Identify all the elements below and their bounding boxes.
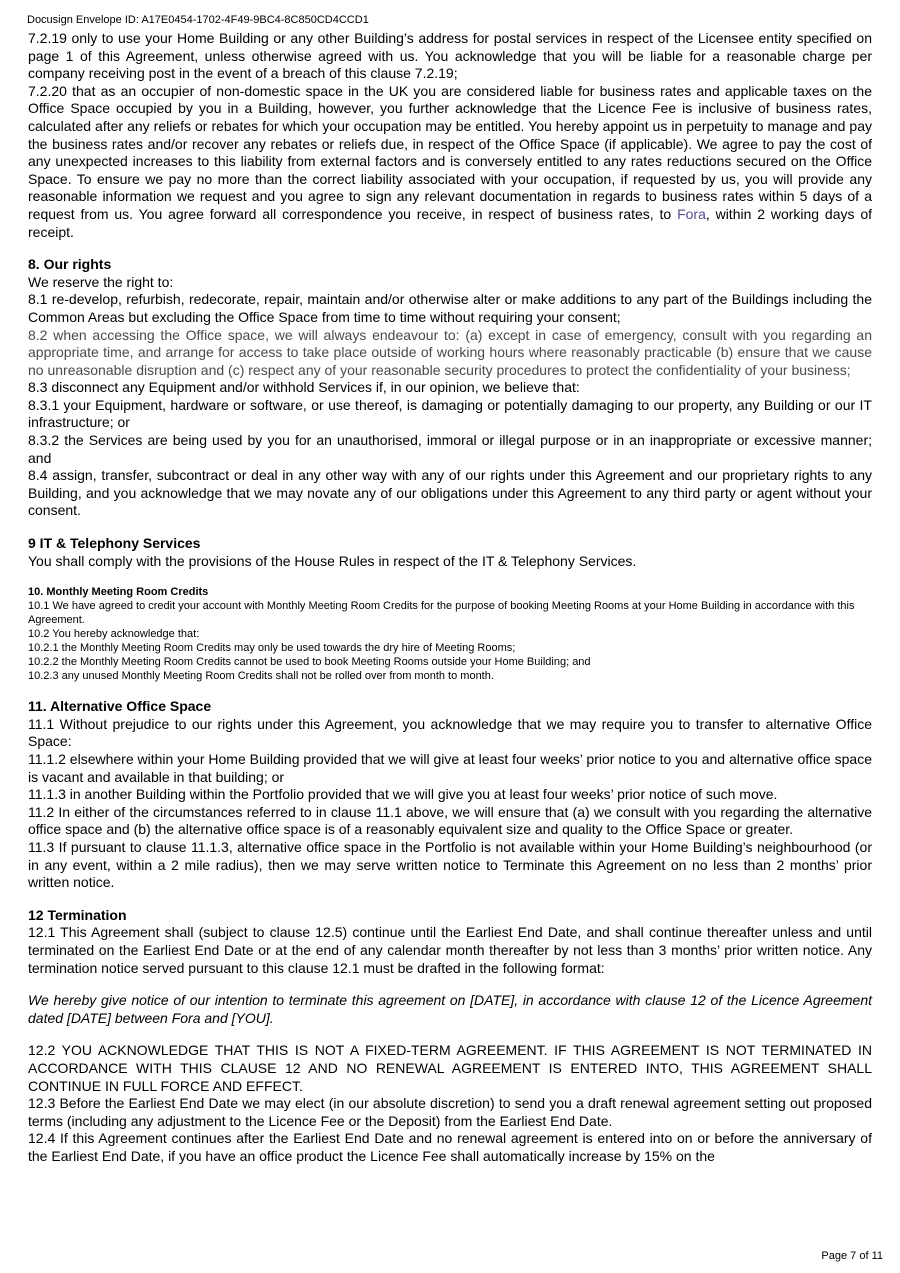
- page-number: Page 7 of 11: [821, 1250, 883, 1262]
- clause-7-2-19: 7.2.19 only to use your Home Building or any other Building’s address for postal services in respect of the Licensee entity specified on page 1 of this Agreement, unless otherwise agreed with us. You acknowledge that you will be liable for a reasonable charge per company receiving post in the event of a breach of this clause 7.2.19;: [28, 30, 872, 82]
- section-11-heading: 11. Alternative Office Space: [28, 698, 212, 715]
- fora-name: Fora: [677, 205, 706, 222]
- clause-11-3: 11.3 If pursuant to clause 11.1.3, alternative office space in the Portfolio is not available within your Home Building’s neighbourhood (or in any event, within a 2 mile radius), then we may serve written notice to Terminate this Agreement on no less than 2 months’ prior written notice.: [28, 838, 872, 891]
- clause-7-2-20-text: 7.2.20 that as an occupier of non-domestic space in the UK you are considered liable for business rates and applicable taxes on the Office Space occupied by you in a Building, however, you further acknowledge that the Licence Fee is inclusive of business rates, calculated after any reliefs or rebates for which your occupation may be entitled. You hereby appoint us in perpetuity to manage and pay the business rates and/or recover any rebates or reliefs due, in respect of the Office Space (if applicable). We agree to pay the cost of any unexpected increases to this liability from external factors and is conversely entitled to any rates reductions secured on the Office Space. To ensure we pay no more than the correct liability associated with your occupation, if requested by us, you will provide any reasonable information we request and you agree to sign any relevant documentation in regards to business rates within 5 days of a request from us. You agree forward all correspondence you receive, in respect of business rates, to: [28, 82, 872, 222]
- clause-11-1-2: 11.1.2 elsewhere within your Home Building provided that we will give at least four weeks’ prior notice to you and alternative office space is vacant and available in that building; or: [28, 751, 872, 785]
- clause-12-3: 12.3 Before the Earliest End Date we may elect (in our absolute discretion) to send you a draft renewal agreement setting out proposed terms (including any adjustment to the Licence Fee or the Deposit) from the Earliest End Date.: [28, 1095, 872, 1129]
- section-8-heading: 8. Our rights: [28, 256, 112, 273]
- section-12-heading: 12 Termination: [28, 906, 127, 923]
- clause-7-2-20-end: , within 2 working days of receipt.: [28, 205, 873, 240]
- section-8-intro: We reserve the right to:: [28, 273, 174, 290]
- clause-10-2: 10.2 You hereby acknowledge that:: [28, 628, 200, 641]
- clause-7-2-20: [28, 83, 872, 241]
- clause-10-1: 10.1 We have agreed to credit your account with Monthly Meeting Room Credits for the purpose of booking Meeting Rooms at your Home Building in accordance with this Agreement.: [28, 600, 855, 627]
- clause-12-4: 12.4 If this Agreement continues after the Earliest End Date and no renewal agreement is entered into on or before the anniversary of the Earliest End Date, if you have an office product the Licence Fee shall automatically increase by 15% on the: [28, 1130, 872, 1164]
- clause-8-1: 8.1 re-develop, refurbish, redecorate, repair, maintain and/or otherwise alter or make additions to any part of the Buildings including the Common Areas but excluding the Office Space from time to time without requiring your consent;: [28, 291, 872, 325]
- clause-10-2-2: 10.2.2 the Monthly Meeting Room Credits cannot be used to book Meeting Rooms outside your Home Building; and: [28, 656, 591, 669]
- section-9-heading: 9 IT & Telephony Services: [28, 535, 201, 552]
- termination-notice-format: We hereby give notice of our intention to terminate this agreement on [DATE], in accordance with clause 12 of the Licence Agreement dated [DATE] between Fora and [YOU].: [28, 992, 872, 1026]
- clause-12-1: 12.1 This Agreement shall (subject to clause 12.5) continue until the Earliest End Date, and shall continue thereafter unless and until terminated on the Earliest End Date or at the end of any calendar month thereafter by not less than 3 months’ prior written notice. Any termination notice served pursuant to this clause 12.1 must be drafted in the following format:: [28, 924, 872, 976]
- clause-11-1-3: 11.1.3 in another Building within the Portfolio provided that we will give you at least four weeks’ prior notice of such move.: [28, 786, 778, 803]
- clause-12-2: 12.2 YOU ACKNOWLEDGE THAT THIS IS NOT A FIXED-TERM AGREEMENT. IF THIS AGREEMENT IS NOT TERMINATED IN ACCORDANCE WITH THIS CLAUSE 12 AND NO RENEWAL AGREEMENT IS ENTERED INTO, THIS AGREEMENT SHALL CONTINUE IN FULL FORCE AND EFFECT.: [28, 1042, 872, 1094]
- clause-8-4: 8.4 assign, transfer, subcontract or deal in any other way with any of our rights under this Agreement and our proprietary rights to any Building, and you acknowledge that we may novate any of our obligations under this Agreement to any third party or agent without your consent.: [28, 467, 872, 519]
- clause-8-3-1: 8.3.1 your Equipment, hardware or software, or use thereof, is damaging or potentially damaging to our property, any Building or our IT infrastructure; or: [28, 396, 872, 431]
- section-10-heading: 10. Monthly Meeting Room Credits: [28, 586, 209, 599]
- envelope-id: Docusign Envelope ID: A17E0454-1702-4F49-9BC4-8C850CD4CCD1: [27, 14, 369, 26]
- clause-11-1: 11.1 Without prejudice to our rights under this Agreement, you acknowledge that we may require you to transfer to alternative Office Space:: [28, 715, 872, 750]
- clause-10-2-1: 10.2.1 the Monthly Meeting Room Credits may only be used towards the dry hire of Meeting Rooms;: [28, 642, 516, 655]
- clause-11-2: 11.2 In either of the circumstances referred to in clause 11.1 above, we will ensure that (a) we consult with you regarding the alternative office space and (b) the alternative office space is of a reasonably equivalent size and quality to the Office Space or greater.: [28, 803, 872, 838]
- clause-8-3-2: 8.3.2 the Services are being used by you for an unauthorised, immoral or illegal purpose or in an inappropriate or excessive manner; and: [28, 432, 872, 466]
- section-10: [28, 585, 872, 683]
- clause-8-2: 8.2 when accessing the Office space, we will always endeavour to: (a) except in case of emergency, consult with you regarding an appropriate time, and arrange for access to take place outside of working hours where reasonably practicable (b) ensure that we cause no unreasonable disruption and (c) respect any of your reasonable security procedures to protect the confidentiality of your business;: [28, 326, 872, 378]
- document-body: [28, 30, 872, 1165]
- section-9-body: You shall comply with the provisions of the House Rules in respect of the IT & Telephony Services.: [28, 552, 637, 569]
- clause-8-3: 8.3 disconnect any Equipment and/or withhold Services if, in our opinion, we believe that:: [28, 379, 580, 396]
- clause-10-2-3: 10.2.3 any unused Monthly Meeting Room Credits shall not be rolled over from month to month.: [28, 670, 494, 683]
